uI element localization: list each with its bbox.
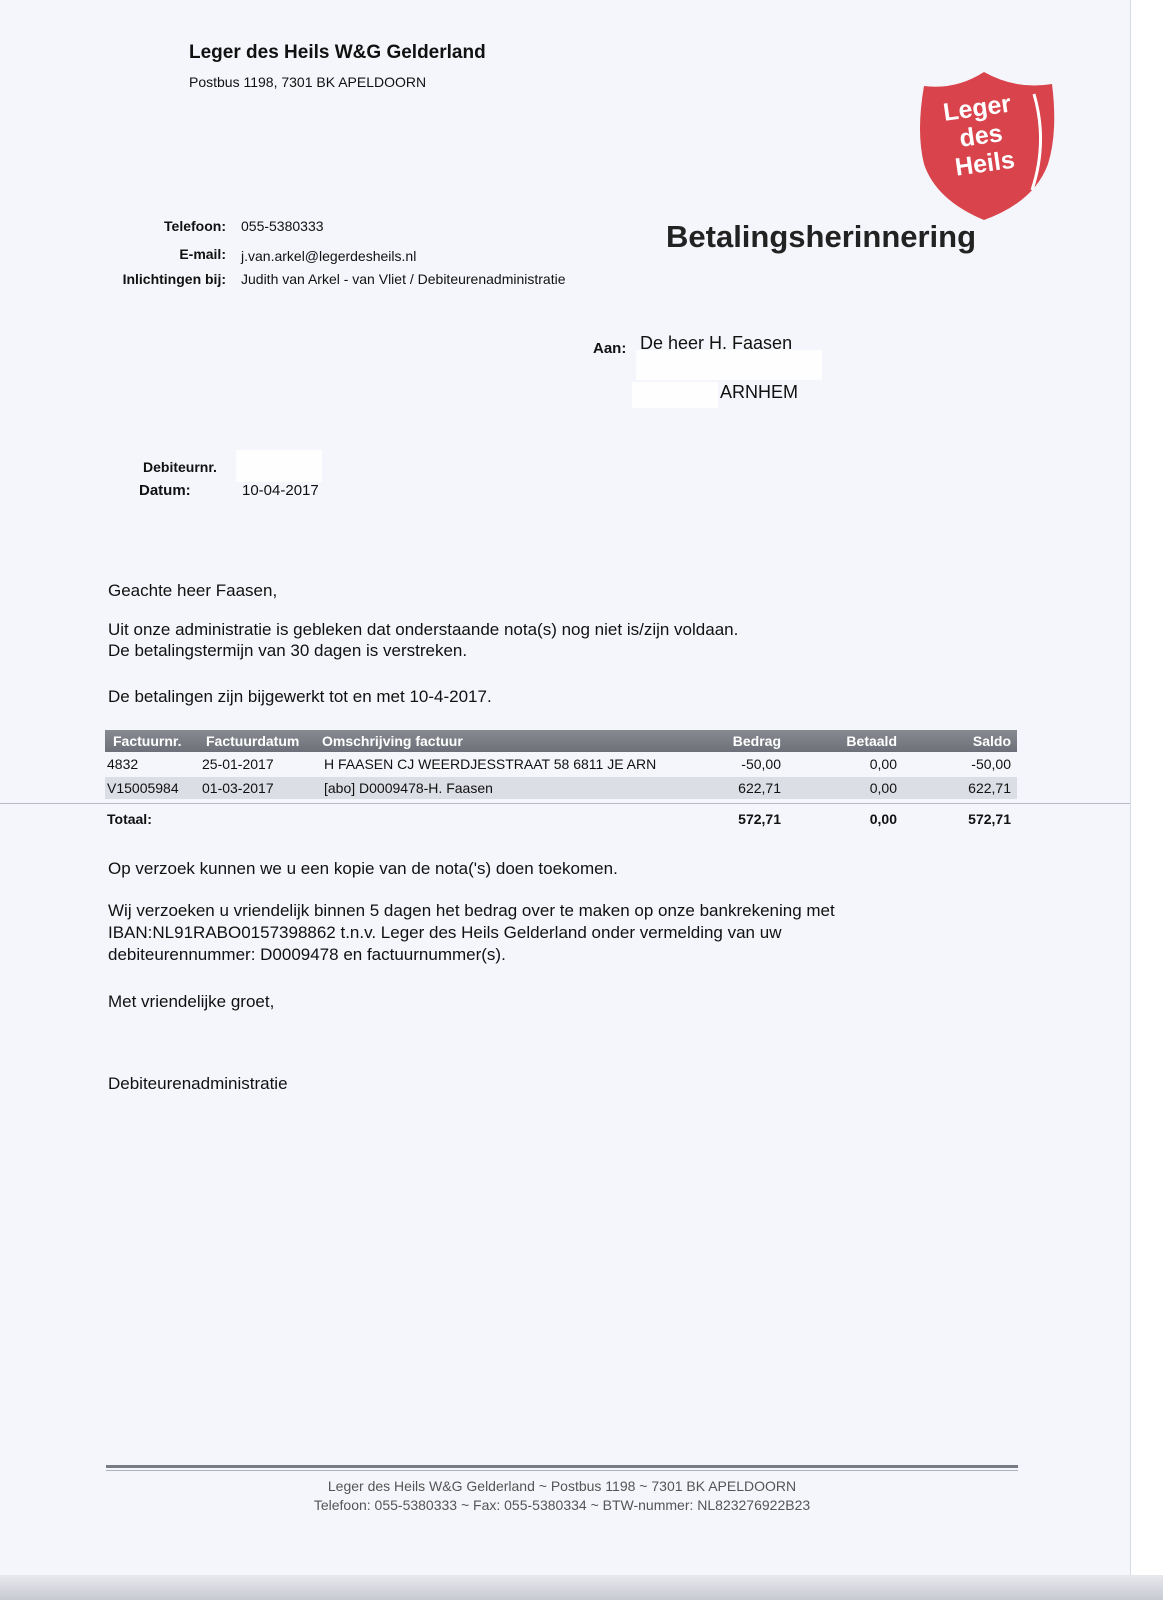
footer-line-1: Leger des Heils W&G Gelderland ~ Postbus 1198 ~ 7301 BK APELDOORN xyxy=(327,1478,797,1494)
redacted-address xyxy=(636,350,822,380)
signature: Debiteurenadministratie xyxy=(108,1074,288,1093)
date-value: 10-04-2017 xyxy=(242,482,319,499)
paragraph-4-line-3: debiteurennummer: D0009478 en factuurnummer(s). xyxy=(108,945,506,964)
salutation: Geachte heer Faasen, xyxy=(108,581,278,600)
table-total-row xyxy=(105,808,1017,830)
date-label: Datum: xyxy=(139,482,191,499)
recipient-label: Aan: xyxy=(593,340,627,357)
total-label: Totaal: xyxy=(107,811,152,827)
footer-line-2: Telefoon: 055-5380333 ~ Fax: 055-5380334 ~ BTW-nummer: NL823276922B23 xyxy=(313,1497,811,1513)
col-saldo: Saldo xyxy=(972,733,1011,749)
table-row: V15005984 01-03-2017 [abo] D0009478-H. Faasen 622,71 0,00 622,71 xyxy=(105,777,1017,799)
debtor-number-label: Debiteurnr. xyxy=(143,459,217,475)
col-betaald: Betaald xyxy=(846,733,897,749)
recipient-city: ARNHEM xyxy=(720,382,799,402)
footer-divider xyxy=(106,1465,1018,1468)
redacted-debtor-number xyxy=(236,450,322,482)
org-address: Postbus 1198, 7301 BK APELDOORN xyxy=(189,74,427,90)
info-label: Inlichtingen bij: xyxy=(122,271,226,287)
email-label: E-mail: xyxy=(179,246,226,262)
paragraph-3: Op verzoek kunnen we u een kopie van de nota('s) doen toekomen. xyxy=(108,859,618,878)
footer-divider-thin xyxy=(106,1470,1018,1471)
table-row: 4832 25-01-2017 H FAASEN CJ WEERDJESSTRAAT 58 6811 JE ARN -50,00 0,00 -50,00 xyxy=(107,756,1011,772)
closing: Met vriendelijke groet, xyxy=(108,992,275,1011)
phone-value: 055-5380333 xyxy=(241,218,324,234)
info-value: Judith van Arkel - van Vliet / Debiteurenadministratie xyxy=(241,271,566,287)
redacted-postcode xyxy=(632,382,718,408)
paper-fold-line xyxy=(0,803,1130,804)
paragraph-1-line-1: Uit onze administratie is gebleken dat onderstaande nota(s) nog niet is/zijn voldaan. xyxy=(108,620,739,639)
invoice-table-header xyxy=(105,730,1017,752)
org-name: Leger des Heils W&G Gelderland xyxy=(189,42,486,63)
col-bedrag: Bedrag xyxy=(732,733,781,749)
col-omschrijving: Omschrijving factuur xyxy=(322,733,463,749)
phone-label: Telefoon: xyxy=(164,218,226,234)
paragraph-4-line-2: IBAN:NL91RABO0157398862 t.n.v. Leger des Heils Gelderland onder vermelding van uw xyxy=(108,923,782,942)
recipient-name: De heer H. Faasen xyxy=(640,333,793,353)
col-factuurnr: Factuurnr. xyxy=(113,733,182,749)
email-value: j.van.arkel@legerdesheils.nl xyxy=(241,248,417,264)
paragraph-1-line-2: De betalingstermijn van 30 dagen is verstreken. xyxy=(108,641,468,660)
total-saldo: 572,71 xyxy=(968,811,1011,827)
logo-text: Leger des Heils xyxy=(941,89,1017,182)
total-bedrag: 572,71 xyxy=(738,811,781,827)
leger-des-heils-logo xyxy=(916,72,1058,220)
total-betaald: 0,00 xyxy=(869,811,897,827)
paragraph-2: De betalingen zijn bijgewerkt tot en met 10-4-2017. xyxy=(108,687,492,706)
col-factuurdatum: Factuurdatum xyxy=(206,733,300,749)
document-title: Betalingsherinnering xyxy=(666,219,977,254)
scanner-edge xyxy=(0,1575,1163,1600)
paragraph-4-line-1: Wij verzoeken u vriendelijk binnen 5 dagen het bedrag over te maken op onze bankrekening met xyxy=(108,901,835,920)
